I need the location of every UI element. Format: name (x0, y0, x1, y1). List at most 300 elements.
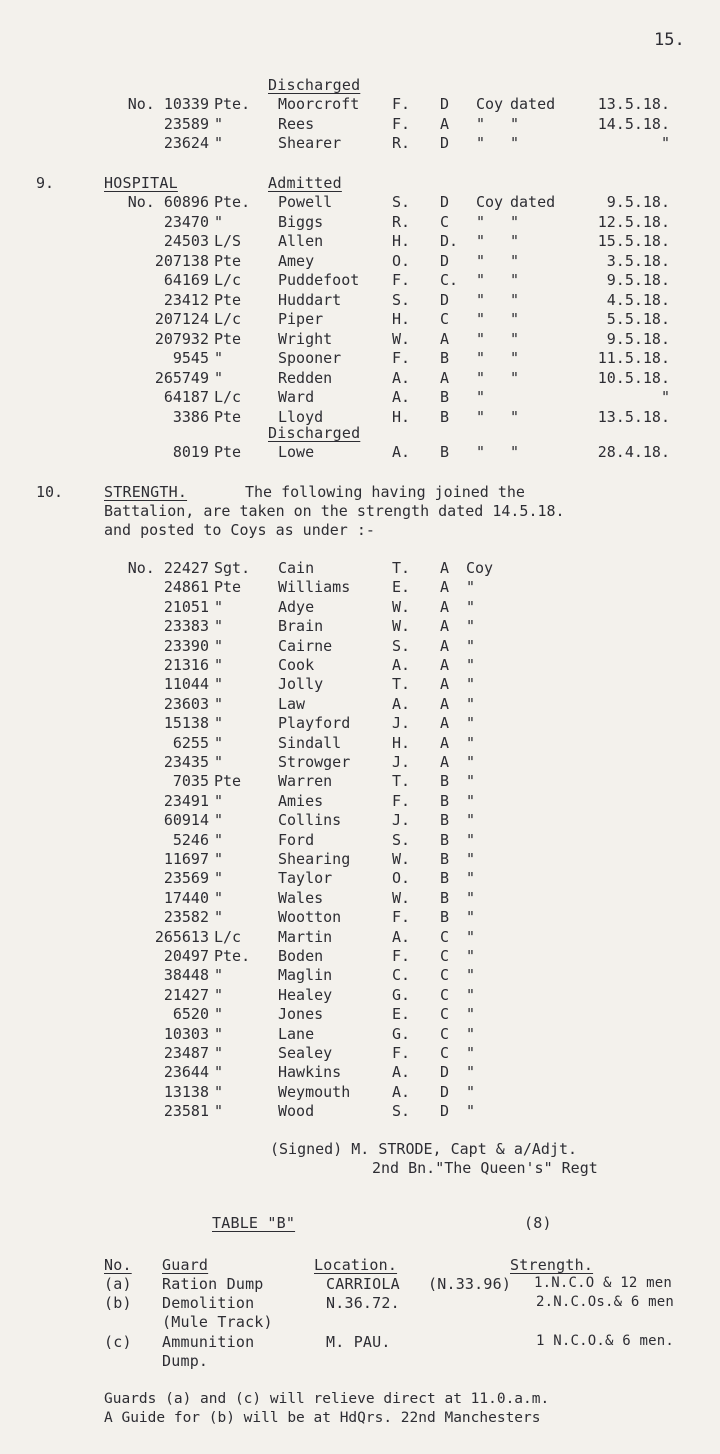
roster-no: No. 60896 (127, 193, 209, 211)
roster-init: A. (392, 1082, 411, 1101)
roster-init: A. (392, 694, 411, 713)
roster-row (0, 291, 720, 310)
roster-rank: " (214, 694, 224, 713)
roster-rank: L/c (214, 310, 242, 328)
roster-name: Moorcroft (278, 95, 360, 113)
roster-suffix: " (466, 617, 476, 636)
strength-heading: STRENGTH. (104, 483, 188, 501)
table-b-row-location: M. PAU. (326, 1333, 391, 1351)
roster-no: 21316 (163, 656, 209, 674)
roster-suffix: " (466, 1005, 476, 1024)
table-b-row-strength: 2.N.C.Os.& 6 men (536, 1294, 675, 1310)
table-b-header-no: No. (104, 1256, 132, 1274)
hospital-discharged-heading: Discharged (268, 424, 361, 442)
roster-init: S. (392, 290, 411, 309)
roster-name: Law (278, 694, 306, 713)
roster-row (0, 831, 720, 850)
roster-no: 23491 (163, 791, 209, 810)
roster-init: A. (392, 368, 411, 387)
strength-intro-line-1: The following having joined the (245, 483, 525, 501)
roster-suffix: " (466, 1063, 476, 1082)
roster-rank: L/c (214, 388, 242, 406)
roster-coy: D (440, 134, 450, 152)
roster-no: 23644 (163, 1063, 209, 1082)
roster-no: 7035 (172, 772, 209, 791)
roster-suffix: " (466, 1102, 476, 1121)
roster-coy-word: " (476, 388, 486, 406)
page-number: 15. (654, 30, 685, 50)
roster-name: Wales (278, 888, 324, 907)
table-b-row-no: (c) (104, 1333, 132, 1351)
table-b-page-mark: (8) (524, 1214, 552, 1232)
roster-rank: Pte (214, 329, 242, 348)
roster-row (0, 369, 720, 388)
roster-coy: B (440, 349, 450, 367)
roster-row (0, 734, 720, 753)
roster-row (0, 656, 720, 675)
roster-rank: " (214, 791, 224, 810)
roster-init: S. (392, 830, 411, 849)
roster-dated-word: " (510, 114, 520, 133)
roster-row (0, 714, 720, 733)
roster-rank: " (214, 1063, 224, 1082)
roster-name: Sindall (278, 733, 342, 752)
roster-no: 23412 (163, 290, 209, 309)
roster-rank: " (214, 966, 224, 985)
roster-dated-word: " (510, 212, 520, 231)
roster-coy: D. (440, 232, 459, 250)
roster-no: 9545 (172, 349, 209, 367)
roster-init: O. (392, 251, 411, 270)
roster-coy: C (440, 212, 450, 231)
roster-init: C. (392, 966, 411, 985)
roster-date: " (660, 388, 670, 406)
roster-row (0, 850, 720, 869)
roster-rank: " (214, 1102, 224, 1121)
roster-init: R. (392, 212, 411, 231)
roster-suffix: " (466, 1082, 476, 1101)
roster-row (0, 598, 720, 617)
roster-init: T. (392, 675, 411, 694)
roster-dated-word: " (510, 329, 520, 348)
roster-name: Jolly (278, 675, 324, 694)
roster-name: Amies (278, 791, 324, 810)
roster-name: Redden (278, 368, 333, 387)
roster-no: 23589 (163, 114, 209, 133)
roster-init: W. (392, 597, 411, 616)
roster-coy: D (440, 251, 450, 270)
roster-row (0, 1083, 720, 1102)
roster-coy: A (440, 675, 450, 694)
roster-init: G. (392, 1024, 411, 1043)
roster-coy-word: " (476, 271, 486, 289)
roster-init: J. (392, 753, 411, 771)
roster-coy: A (440, 694, 450, 713)
roster-name: Wootton (278, 908, 342, 927)
roster-rank: " (214, 1082, 224, 1101)
roster-no: 11044 (163, 675, 209, 694)
roster-coy: C (440, 310, 450, 328)
roster-rank: " (214, 134, 224, 152)
roster-dated-word: " (510, 290, 520, 309)
discharged-heading: Discharged (268, 76, 361, 94)
roster-date: 15.5.18. (597, 232, 670, 250)
roster-name: Piper (278, 310, 324, 328)
roster-coy: B (440, 443, 450, 461)
roster-coy-word: " (476, 212, 486, 231)
roster-rank: " (214, 869, 224, 888)
roster-rank: " (214, 349, 224, 367)
roster-coy-word: " (476, 251, 486, 270)
roster-coy: A (440, 578, 450, 597)
roster-coy-word: " (476, 368, 486, 387)
roster-suffix: " (466, 675, 476, 694)
roster-init: F. (392, 95, 411, 113)
roster-suffix: " (466, 811, 476, 830)
roster-no: 265749 (154, 368, 209, 387)
roster-date: 5.5.18. (606, 310, 670, 328)
roster-rank: " (214, 636, 224, 655)
roster-coy: D (440, 1063, 450, 1082)
roster-date: 13.5.18. (597, 407, 670, 426)
roster-rank: " (214, 114, 224, 133)
roster-coy: C (440, 1005, 450, 1024)
roster-no: 207932 (154, 329, 209, 348)
roster-suffix: " (466, 694, 476, 713)
roster-name: Huddart (278, 290, 342, 309)
roster-dated-word: " (510, 443, 520, 461)
roster-suffix: " (466, 656, 476, 674)
table-b-row-no: (b) (104, 1294, 132, 1312)
roster-row (0, 675, 720, 694)
roster-rank: " (214, 985, 224, 1004)
roster-no: 23390 (163, 636, 209, 655)
roster-no: 23603 (163, 694, 209, 713)
roster-name: Weymouth (278, 1082, 351, 1101)
roster-name: Williams (278, 578, 351, 597)
roster-row (0, 772, 720, 791)
roster-name: Shearing (278, 850, 351, 868)
roster-rank: Pte (214, 772, 242, 791)
roster-rank: " (214, 811, 224, 830)
roster-name: Lowe (278, 443, 315, 461)
roster-coy: D (440, 193, 450, 211)
roster-rank: " (214, 908, 224, 927)
roster-no: 23383 (163, 617, 209, 636)
roster-no: 10303 (163, 1024, 209, 1043)
section-9-number: 9. (36, 174, 55, 192)
roster-coy: C (440, 985, 450, 1004)
roster-coy-word: " (476, 114, 486, 133)
roster-coy: A (440, 368, 450, 387)
table-b-title: TABLE "B" (212, 1214, 296, 1232)
roster-init: J. (392, 714, 411, 733)
roster-coy: A (440, 656, 450, 674)
roster-no: 23569 (163, 869, 209, 888)
roster-no: 23487 (163, 1044, 209, 1062)
table-b-row-location: N.36.72. (326, 1294, 400, 1312)
roster-name: Puddefoot (278, 271, 360, 289)
roster-init: W. (392, 329, 411, 348)
roster-dated-word: dated (510, 193, 556, 211)
roster-row (0, 617, 720, 636)
roster-row (0, 213, 720, 232)
roster-rank: " (214, 714, 224, 733)
roster-suffix: " (466, 578, 476, 597)
roster-coy: C (440, 966, 450, 985)
roster-name: Rees (278, 114, 315, 133)
roster-init: J. (392, 811, 411, 830)
roster-init: F. (392, 271, 411, 289)
table-b-row-grid: (N.33.96) (428, 1275, 512, 1293)
roster-rank: " (214, 675, 224, 694)
roster-row (0, 908, 720, 927)
roster-suffix: " (466, 791, 476, 810)
roster-init: O. (392, 869, 411, 888)
roster-row (0, 232, 720, 251)
roster-dated-word: " (510, 251, 520, 270)
roster-no: 8019 (172, 443, 209, 461)
roster-rank: Pte (214, 578, 242, 597)
roster-date: 9.5.18. (606, 193, 670, 211)
roster-row (0, 134, 720, 153)
roster-rank: " (214, 1024, 224, 1043)
roster-row (0, 1025, 720, 1044)
roster-rank: L/c (214, 271, 242, 289)
roster-coy: B (440, 407, 450, 426)
roster-init: H. (392, 310, 411, 328)
roster-coy-word: Coy (476, 95, 504, 113)
roster-row (0, 349, 720, 368)
roster-init: A. (392, 927, 411, 946)
roster-coy: B (440, 830, 450, 849)
roster-no: 38448 (163, 966, 209, 985)
roster-coy: C (440, 1024, 450, 1043)
roster-dated-word: " (510, 349, 520, 367)
roster-rank: " (214, 888, 224, 907)
roster-row (0, 252, 720, 271)
roster-dated-word: " (510, 407, 520, 426)
roster-coy: A (440, 733, 450, 752)
roster-date: " (660, 134, 670, 152)
roster-rank: " (214, 656, 224, 674)
roster-rank: L/S (214, 232, 242, 250)
roster-name: Amey (278, 251, 315, 270)
roster-no: 23581 (163, 1102, 209, 1121)
roster-date: 12.5.18. (597, 212, 670, 231)
roster-init: A. (392, 656, 411, 674)
roster-coy: B (440, 888, 450, 907)
roster-coy-word: " (476, 310, 486, 328)
roster-suffix: " (466, 985, 476, 1004)
roster-no: 13138 (163, 1082, 209, 1101)
roster-coy: A (440, 617, 450, 636)
roster-dated-word: " (510, 232, 520, 250)
table-b-note-1: Guards (a) and (c) will relieve direct at 11.0.a.m. (104, 1391, 550, 1407)
roster-suffix: " (466, 830, 476, 849)
roster-init: F. (392, 1044, 411, 1062)
roster-no: 6520 (172, 1005, 209, 1024)
table-b-row-location: CARRIOLA (326, 1275, 400, 1293)
roster-name: Ward (278, 388, 315, 406)
roster-coy: D (440, 1102, 450, 1121)
roster-name: Sealey (278, 1044, 333, 1062)
roster-coy: B (440, 908, 450, 927)
roster-date: 3.5.18. (606, 251, 670, 270)
roster-row (0, 637, 720, 656)
table-b-row-guard: Ammunition (162, 1333, 255, 1351)
table-b-row-no: (a) (104, 1275, 132, 1293)
roster-coy: B (440, 772, 450, 791)
roster-init: T. (392, 772, 411, 791)
roster-coy: B (440, 850, 450, 868)
roster-name: Martin (278, 927, 333, 946)
roster-init: F. (392, 791, 411, 810)
roster-init: W. (392, 888, 411, 907)
roster-suffix: " (466, 1024, 476, 1043)
roster-dated-word: " (510, 134, 520, 152)
roster-rank: Pte (214, 290, 242, 309)
roster-date: 10.5.18. (597, 368, 670, 387)
roster-name: Cain (278, 559, 315, 577)
roster-coy: A (440, 753, 450, 771)
roster-row (0, 811, 720, 830)
roster-row (0, 388, 720, 407)
roster-coy: A (440, 329, 450, 348)
roster-coy-word: " (476, 134, 486, 152)
roster-no: 64169 (163, 271, 209, 289)
roster-row (0, 443, 720, 462)
roster-coy: A (440, 114, 450, 133)
roster-name: Lane (278, 1024, 315, 1043)
roster-name: Playford (278, 714, 351, 733)
roster-suffix: " (466, 850, 476, 868)
roster-rank: " (214, 830, 224, 849)
roster-date: 9.5.18. (606, 329, 670, 348)
roster-init: H. (392, 733, 411, 752)
roster-name: Wood (278, 1102, 315, 1121)
roster-row (0, 95, 720, 114)
roster-name: Boden (278, 947, 324, 965)
roster-row (0, 889, 720, 908)
roster-no: 5246 (172, 830, 209, 849)
strength-intro-line-2: Battalion, are taken on the strength dated 14.5.18. (104, 502, 565, 520)
roster-name: Spooner (278, 349, 342, 367)
roster-rank: Sgt. (214, 559, 251, 577)
roster-name: Hawkins (278, 1063, 342, 1082)
roster-init: S. (392, 193, 411, 211)
roster-init: F. (392, 947, 411, 965)
roster-name: Wright (278, 329, 333, 348)
table-b-row-guard: Ration Dump (162, 1275, 264, 1293)
roster-suffix: " (466, 597, 476, 616)
roster-dated-word: " (510, 271, 520, 289)
roster-suffix: " (466, 927, 476, 946)
roster-init: W. (392, 850, 411, 868)
roster-no: 11697 (163, 850, 209, 868)
roster-suffix: " (466, 714, 476, 733)
roster-no: 24861 (163, 578, 209, 597)
section-10-number: 10. (36, 483, 64, 501)
roster-name: Healey (278, 985, 333, 1004)
roster-row (0, 330, 720, 349)
roster-init: E. (392, 578, 411, 597)
roster-row (0, 1063, 720, 1082)
roster-name: Collins (278, 811, 342, 830)
roster-name: Cairne (278, 636, 333, 655)
roster-row (0, 310, 720, 329)
roster-suffix: Coy (466, 559, 494, 577)
roster-name: Ford (278, 830, 315, 849)
roster-name: Strowger (278, 753, 351, 771)
table-b-header-strength: Strength. (510, 1256, 594, 1274)
roster-row (0, 1102, 720, 1121)
roster-no: No. 22427 (127, 559, 209, 577)
roster-dated-word: " (510, 310, 520, 328)
roster-coy: C (440, 1044, 450, 1062)
roster-coy: B (440, 388, 450, 406)
roster-row (0, 1044, 720, 1063)
roster-no: 207124 (154, 310, 209, 328)
roster-coy-word: " (476, 349, 486, 367)
roster-rank: L/c (214, 927, 242, 946)
roster-no: 17440 (163, 888, 209, 907)
roster-name: Cook (278, 656, 315, 674)
roster-name: Powell (278, 193, 333, 211)
roster-coy: C. (440, 271, 459, 289)
roster-no: 6255 (172, 733, 209, 752)
table-b-note-2: A Guide for (b) will be at HdQrs. 22nd Manchesters (104, 1410, 541, 1426)
roster-no: 265613 (154, 927, 209, 946)
roster-no: 23470 (163, 212, 209, 231)
roster-date: 4.5.18. (606, 290, 670, 309)
roster-rank: Pte (214, 443, 242, 461)
roster-dated-word: " (510, 368, 520, 387)
roster-suffix: " (466, 772, 476, 791)
roster-coy-word: Coy (476, 193, 504, 211)
table-b-header-location: Location. (314, 1256, 398, 1274)
roster-suffix: " (466, 966, 476, 985)
table-b-row-strength: 1.N.C.O & 12 men (534, 1275, 673, 1291)
roster-name: Lloyd (278, 407, 324, 426)
signature-line-1: (Signed) M. STRODE, Capt & a/Adjt. (270, 1140, 578, 1158)
roster-init: A. (392, 1063, 411, 1082)
roster-row (0, 559, 720, 578)
roster-rank: " (214, 733, 224, 752)
roster-name: Taylor (278, 869, 333, 888)
roster-row (0, 1005, 720, 1024)
roster-coy: B (440, 869, 450, 888)
roster-init: A. (392, 443, 411, 461)
hospital-heading: HOSPITAL (104, 174, 178, 192)
roster-row (0, 928, 720, 947)
roster-suffix: " (466, 753, 476, 771)
roster-suffix: " (466, 869, 476, 888)
roster-rank: " (214, 597, 224, 616)
roster-date: 28.4.18. (597, 443, 670, 461)
signature-line-2: 2nd Bn."The Queen's" Regt (372, 1159, 598, 1177)
roster-coy: A (440, 714, 450, 733)
roster-row (0, 193, 720, 212)
roster-coy-word: " (476, 443, 486, 461)
roster-no: 64187 (163, 388, 209, 406)
roster-init: F. (392, 349, 411, 367)
roster-suffix: " (466, 733, 476, 752)
roster-init: S. (392, 1102, 411, 1121)
roster-no: No. 10339 (127, 95, 209, 113)
roster-name: Jones (278, 1005, 324, 1024)
roster-coy: D (440, 1082, 450, 1101)
